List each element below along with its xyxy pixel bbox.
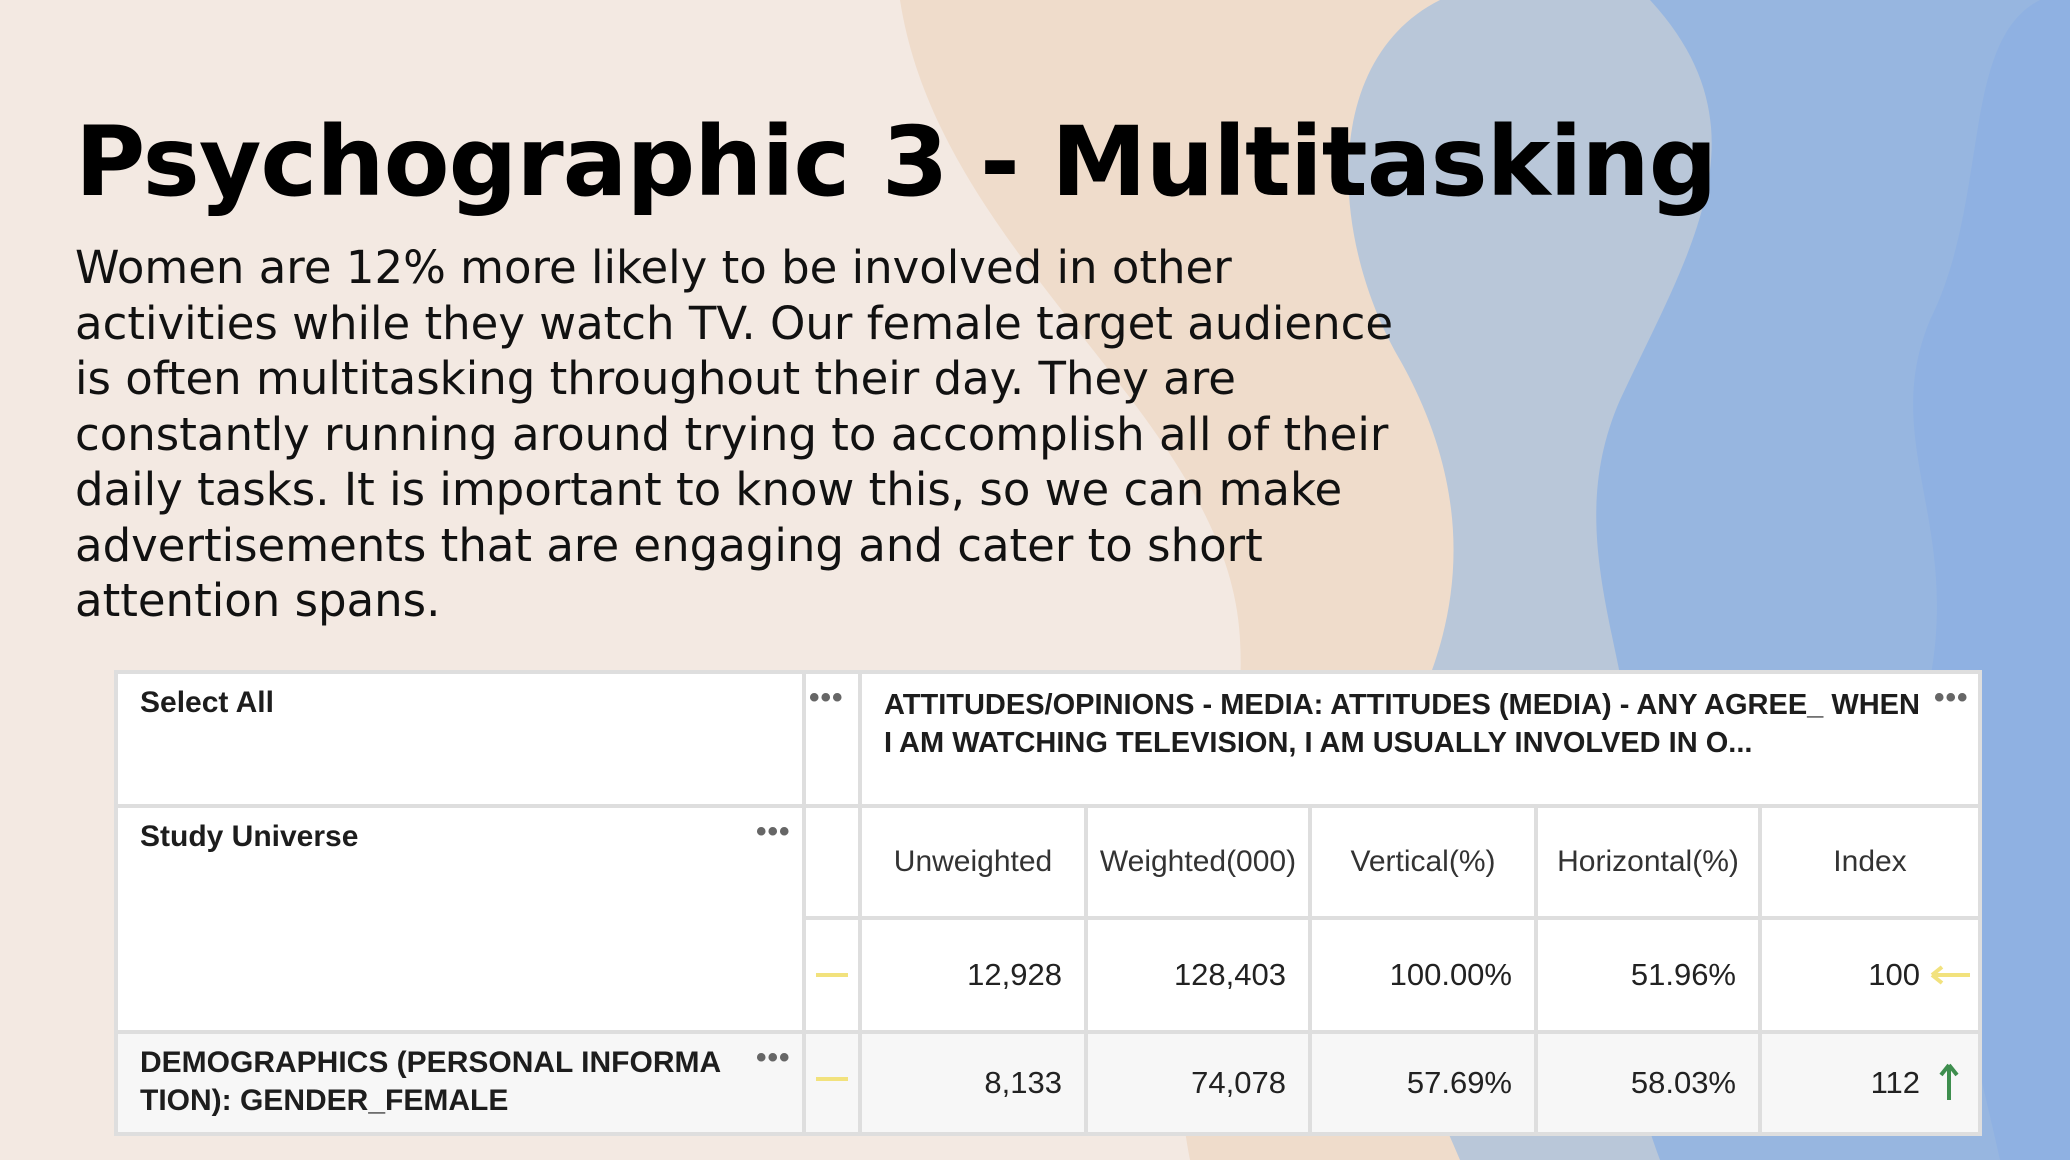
header-horizontal[interactable]: Horizontal(%)	[1538, 808, 1758, 916]
row-label: Study Universe	[140, 820, 359, 853]
select-all-cell[interactable]	[118, 674, 802, 804]
cell-unweighted: 12,928	[862, 920, 1084, 1030]
column-title: ATTITUDES/OPINIONS - MEDIA: ATTITUDES (MEDIA) - ANY AGREE_ WHEN I AM WATCHING TELEVISION, I AM USUALLY INVOLVED IN O...	[884, 689, 1920, 759]
up-arrow-icon	[1938, 1062, 1960, 1102]
row-label-study-universe	[118, 808, 802, 1030]
cell-horizontal: 51.96%	[1538, 920, 1758, 1030]
select-all-label: Select All	[140, 686, 274, 719]
ellipsis-icon[interactable]: •••	[756, 1041, 791, 1074]
header-vertical[interactable]: Vertical(%)	[1312, 808, 1534, 916]
slide-title: Psychographic 3 - Multitasking	[75, 106, 1717, 218]
cell-unweighted: 8,133	[862, 1034, 1084, 1132]
cell-vertical: 100.00%	[1312, 920, 1534, 1030]
cell-index	[1762, 920, 1978, 1030]
cell-horizontal: 58.03%	[1538, 1034, 1758, 1132]
ellipsis-icon[interactable]: •••	[1934, 681, 1969, 714]
column-menu-cell	[806, 674, 858, 804]
indicator-cell	[806, 920, 858, 1030]
slide-body-text: Women are 12% more likely to be involved in other activities while they watch TV. Our female target audience is often multitasking throughout their day. They are constantly running around trying to accomplish all of their daily tasks. It is important to know this, so we can make advertisements that are engaging and cater to short attention spans.	[75, 241, 1394, 627]
neutral-arrow-icon	[812, 1072, 848, 1086]
cell-index	[1762, 1034, 1978, 1132]
ellipsis-icon[interactable]: •••	[809, 681, 844, 714]
index-value: 112	[1870, 1065, 1920, 1100]
row-label: DEMOGRAPHICS (PERSONAL INFORMA TION): GENDER_FEMALE	[140, 1046, 721, 1117]
neutral-arrow-icon	[1930, 965, 1972, 985]
cell-weighted: 128,403	[1088, 920, 1308, 1030]
crosstab-table	[114, 670, 1982, 1136]
ellipsis-icon[interactable]: •••	[756, 815, 791, 848]
header-index[interactable]: Index	[1762, 808, 1978, 916]
spacer-cell	[806, 808, 858, 916]
neutral-arrow-icon	[812, 968, 848, 982]
indicator-cell	[806, 1034, 858, 1132]
header-unweighted[interactable]: Unweighted	[862, 808, 1084, 916]
column-title-cell	[862, 674, 1978, 804]
cell-weighted: 74,078	[1088, 1034, 1308, 1132]
header-weighted[interactable]: Weighted(000)	[1088, 808, 1308, 916]
index-value: 100	[1868, 957, 1920, 992]
row-label-gender-female	[118, 1034, 802, 1132]
cell-vertical: 57.69%	[1312, 1034, 1534, 1132]
